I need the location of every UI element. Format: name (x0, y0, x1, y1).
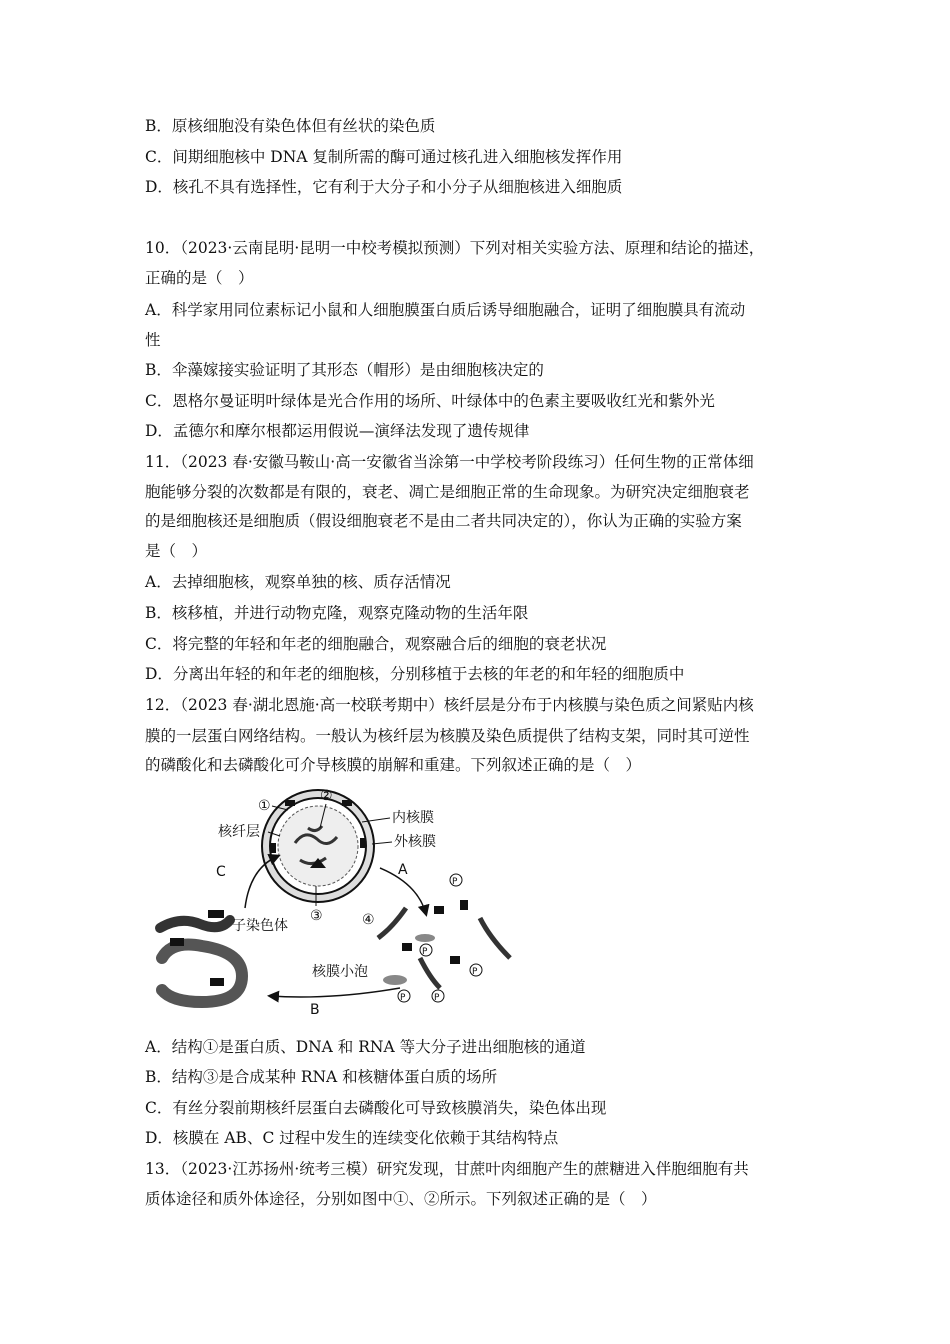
q10-option-a-line2: 性 (145, 331, 161, 349)
q11-option-d: D．分离出年轻的和年老的细胞核，分别移植于去核的年老的和年轻的细胞质中 (145, 665, 685, 683)
daughter-chromosomes-drawing (160, 910, 242, 1002)
label-structure-1: ① (258, 798, 271, 814)
q11-option-a: A．去掉细胞核，观察单独的核、质存活情况 (145, 573, 451, 591)
q11-stem-line1: 11．（2023 春·安徽马鞍山·高一安徽省当涂第一中学校考阶段练习）任何生物的正常体细 (145, 453, 754, 471)
phosphate-label: P (472, 967, 478, 977)
label-inner-membrane: 内核膜 (392, 810, 434, 826)
label-structure-4: ④ (362, 912, 375, 928)
q9-option-c: C．间期细胞核中 DNA 复制所需的酶可通过核孔进入细胞核发挥作用 (145, 148, 623, 166)
q11-stem-line3: 的是细胞核还是细胞质（假设细胞衰老不是由二者共同决定的），你认为正确的实验方案 (145, 512, 742, 530)
q13-stem-line2: 质体途径和质外体途径，分别如图中①、②所示。下列叙述正确的是（ ） (145, 1190, 657, 1208)
q12-option-c: C．有丝分裂前期核纤层蛋白去磷酸化可导致核膜消失，染色体出现 (145, 1099, 607, 1117)
phosphate-label: P (400, 993, 406, 1003)
q12-option-b: B．结构③是合成某种 RNA 和核糖体蛋白质的场所 (145, 1068, 498, 1086)
q10-option-a-line1: A．科学家用同位素标记小鼠和人细胞膜蛋白质后诱导细胞融合，证明了细胞膜具有流动 (145, 301, 746, 319)
q12-stem-line1: 12．（2023 春·湖北恩施·高一校联考期中）核纤层是分布于内核膜与染色质之间紧贴内核 (145, 696, 754, 714)
label-nuclear-vesicle: 核膜小泡 (312, 964, 368, 980)
q12-option-a: A．结构①是蛋白质、DNA 和 RNA 等大分子进出细胞核的通道 (145, 1038, 586, 1056)
q10-stem-line1: 10．（2023·云南昆明·昆明一中校考模拟预测）下列对相关实验方法、原理和结论的描述， (145, 239, 765, 257)
arrow-label-c: C (216, 864, 226, 880)
q10-option-c: C．恩格尔曼证明叶绿体是光合作用的场所、叶绿体中的色素主要吸收红光和紫外光 (145, 392, 715, 410)
label-daughter-chromosome: 子染色体 (232, 918, 288, 934)
label-nuclear-lamina: 核纤层 (218, 824, 260, 840)
label-structure-3: ③ (310, 908, 323, 924)
q13-stem-line1: 13．（2023·江苏扬州·统考三模）研究发现，甘蔗叶肉细胞产生的蔗糖进入伴胞细胞有共 (145, 1160, 749, 1178)
q12-stem-line3: 的磷酸化和去磷酸化可介导核膜的崩解和重建。下列叙述正确的是（ ） (145, 756, 642, 774)
phosphate-label: P (422, 947, 428, 957)
q12-option-d: D．核膜在 AB、C 过程中发生的连续变化依赖于其结构特点 (145, 1129, 559, 1147)
label-structure-2: ② (320, 788, 333, 804)
q11-option-c: C．将完整的年轻和年老的细胞融合，观察融合后的细胞的衰老状况 (145, 635, 607, 653)
q10-stem-line2: 正确的是（ ） (145, 269, 254, 287)
q11-stem-line2: 胞能够分裂的次数都是有限的，衰老、凋亡是细胞正常的生命现象。为研究决定细胞衰老 (145, 483, 750, 501)
nuclear-lamina-diagram (150, 788, 530, 1018)
q11-option-b: B．核移植，并进行动物克隆，观察克隆动物的生活年限 (145, 604, 529, 622)
arrow-label-b: B (310, 1002, 320, 1018)
q9-option-d: D．核孔不具有选择性，它有利于大分子和小分子从细胞核进入细胞质 (145, 178, 623, 196)
phosphate-label: P (434, 993, 440, 1003)
nucleus-drawing (262, 790, 374, 902)
q11-stem-line4: 是（ ） (145, 542, 208, 560)
phosphate-groups (398, 874, 482, 1003)
phosphate-label: P (452, 877, 458, 887)
label-outer-membrane: 外核膜 (394, 834, 436, 850)
q9-option-b: B．原核细胞没有染色体但有丝状的染色质 (145, 117, 436, 135)
q12-stem-line2: 膜的一层蛋白网络结构。一般认为核纤层为核膜及染色质提供了结构支架，同时其可逆性 (145, 727, 750, 745)
nuclear-vesicles-drawing (378, 900, 510, 988)
q10-option-b: B．伞藻嫁接实验证明了其形态（帽形）是由细胞核决定的 (145, 361, 544, 379)
arrow-label-a: A (398, 862, 408, 878)
q10-option-d: D．孟德尔和摩尔根都运用假说—演绎法发现了遗传规律 (145, 422, 530, 440)
